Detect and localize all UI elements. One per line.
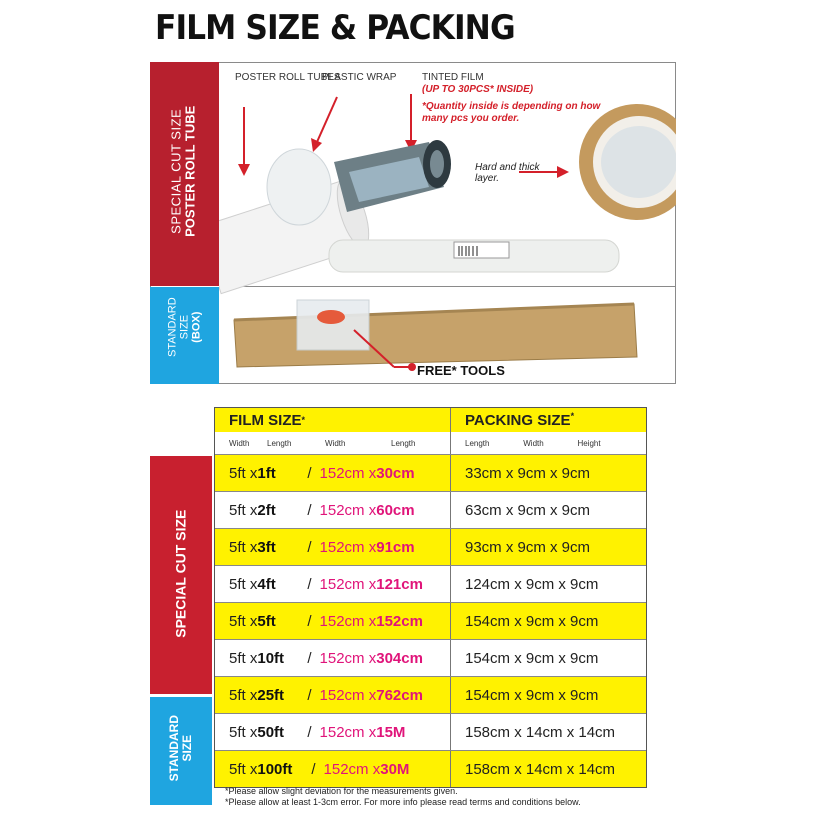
packing-size-cell: 63cm x 9cm x 9cm xyxy=(465,501,591,519)
poster-side-line1: SPECIAL CUT SIZE xyxy=(168,108,184,234)
tinted-film-roll xyxy=(334,140,451,212)
film-width: 5ft x xyxy=(229,501,258,519)
film-separator: / xyxy=(307,464,312,482)
film-separator: / xyxy=(307,501,312,519)
arrow-down-icon xyxy=(405,94,417,152)
packing-asterisk: * xyxy=(570,411,575,421)
table-row xyxy=(215,714,646,751)
film-length-ft: 1ft xyxy=(257,464,276,482)
film-length-ft: 5ft xyxy=(257,612,276,630)
film-size-cell xyxy=(215,492,451,528)
film-width-cm: 152cm x xyxy=(319,464,377,482)
film-width-cm: 152cm x xyxy=(319,538,377,556)
packing-size-cell: 33cm x 9cm x 9cm xyxy=(465,464,591,482)
film-size-cell xyxy=(215,751,451,787)
film-width: 5ft x xyxy=(229,686,258,704)
film-size-cell xyxy=(215,529,451,565)
film-separator: / xyxy=(307,649,312,667)
film-separator: / xyxy=(311,760,316,778)
label-film: TINTED FILM xyxy=(422,72,484,83)
sub-width-cm: Width xyxy=(325,438,346,448)
film-width: 5ft x xyxy=(229,649,258,667)
table-row xyxy=(215,566,646,603)
film-length-cm: 152cm xyxy=(376,612,423,630)
footnote-1: *Please allow slight deviation for the measurements given. xyxy=(225,786,458,796)
film-size-cell xyxy=(215,640,451,676)
film-size-cell xyxy=(215,677,451,713)
packing-size-cell: 158cm x 14cm x 14cm xyxy=(465,760,616,778)
film-width-cm: 152cm x xyxy=(323,760,381,778)
film-length-ft: 25ft xyxy=(257,686,285,704)
film-size-header: FILM SIZE xyxy=(229,411,302,429)
packing-size-cell: 154cm x 9cm x 9cm xyxy=(465,686,599,704)
packing-size-header: PACKING SIZE xyxy=(465,412,571,429)
sub-length: Length xyxy=(267,438,292,448)
film-width: 5ft x xyxy=(229,612,258,630)
standard-side-label xyxy=(150,697,212,805)
footnote-2: *Please allow at least 1-3cm error. For more info please read terms and conditions below. xyxy=(225,797,581,807)
quantity-note: *Quantity inside is depending on how many pcs you order. xyxy=(422,101,601,124)
film-separator: / xyxy=(307,612,312,630)
film-length-ft: 10ft xyxy=(257,649,285,667)
poster-side-line2: POSTER ROLL TUBE xyxy=(183,105,198,237)
box-side-line2: SIZE xyxy=(178,314,191,340)
box-side-line3: (BOX) xyxy=(190,311,203,343)
film-length-cm: 121cm xyxy=(376,575,423,593)
standard-box xyxy=(234,300,637,371)
box-side-label xyxy=(150,287,219,384)
film-separator: / xyxy=(307,575,312,593)
film-asterisk: * xyxy=(301,415,306,425)
table-row xyxy=(215,640,646,677)
packing-size-cell: 93cm x 9cm x 9cm xyxy=(465,538,591,556)
label-film-note: (UP TO 30PCS* INSIDE) xyxy=(422,84,534,95)
film-length-ft: 4ft xyxy=(257,575,276,593)
special-cut-side-label xyxy=(150,456,212,694)
film-length-cm: 91cm xyxy=(376,538,415,556)
packing-size-cell: 124cm x 9cm x 9cm xyxy=(465,575,599,593)
standard-text-2: SIZE xyxy=(180,734,194,762)
film-size-cell xyxy=(215,603,451,639)
film-length-cm: 30cm xyxy=(376,464,415,482)
table-header xyxy=(215,408,646,432)
film-length-cm: 30M xyxy=(380,760,410,778)
label-tubes: POSTER ROLL TUBES xyxy=(235,72,341,83)
film-length-ft: 50ft xyxy=(257,723,285,741)
arrow-diagonal-icon xyxy=(311,97,337,152)
packing-size-cell: 158cm x 14cm x 14cm xyxy=(465,723,616,741)
sub-pack-length: Length xyxy=(465,438,490,448)
film-width: 5ft x xyxy=(229,760,258,778)
film-width: 5ft x xyxy=(229,723,258,741)
table-row xyxy=(215,455,646,492)
arrow-down-icon xyxy=(238,107,250,176)
sub-length-cm: Length xyxy=(391,438,416,448)
table-row xyxy=(215,603,646,640)
size-table xyxy=(214,407,647,788)
sub-pack-width: Width xyxy=(523,438,544,448)
film-length-cm: 762cm xyxy=(376,686,423,704)
poster-tube-side-label xyxy=(150,62,219,286)
page-title: FILM SIZE & PACKING xyxy=(155,8,515,48)
hard-layer-label: Hard and thick layer. xyxy=(475,162,540,184)
plastic-wrap xyxy=(267,149,331,225)
film-width-cm: 152cm x xyxy=(319,575,377,593)
standard-text-1: STANDARD xyxy=(166,714,181,782)
table-row xyxy=(215,529,646,566)
film-length-ft: 3ft xyxy=(257,538,276,556)
film-size-cell xyxy=(215,566,451,602)
special-cut-text: SPECIAL CUT SIZE xyxy=(172,509,189,638)
table-row xyxy=(215,492,646,529)
table-row xyxy=(215,677,646,714)
packing-size-cell: 154cm x 9cm x 9cm xyxy=(465,612,599,630)
film-width: 5ft x xyxy=(229,464,258,482)
label-wrap: PLASTIC WRAP xyxy=(322,72,397,83)
film-width-cm: 152cm x xyxy=(319,501,377,519)
film-width-cm: 152cm x xyxy=(319,686,377,704)
table-subheader xyxy=(215,432,646,455)
poster-tube-lying xyxy=(329,240,619,272)
film-length-ft: 100ft xyxy=(257,760,293,778)
film-separator: / xyxy=(307,538,312,556)
film-separator: / xyxy=(307,723,312,741)
film-width: 5ft x xyxy=(229,575,258,593)
film-width-cm: 152cm x xyxy=(319,723,377,741)
film-separator: / xyxy=(307,686,312,704)
packing-size-cell: 154cm x 9cm x 9cm xyxy=(465,649,599,667)
film-length-cm: 60cm xyxy=(376,501,415,519)
film-size-cell xyxy=(215,714,451,750)
film-length-cm: 304cm xyxy=(376,649,423,667)
film-size-cell xyxy=(215,455,451,491)
table-row xyxy=(215,751,646,787)
film-width: 5ft x xyxy=(229,538,258,556)
sub-width: Width xyxy=(229,438,250,448)
film-width-cm: 152cm x xyxy=(319,649,377,667)
box-side-line1: STANDARD xyxy=(166,297,179,357)
film-length-cm: 15M xyxy=(376,723,406,741)
free-tools-label: FREE* TOOLS xyxy=(417,363,505,378)
film-width-cm: 152cm x xyxy=(319,612,377,630)
sub-pack-height: Height xyxy=(577,438,601,448)
film-length-ft: 2ft xyxy=(257,501,276,519)
